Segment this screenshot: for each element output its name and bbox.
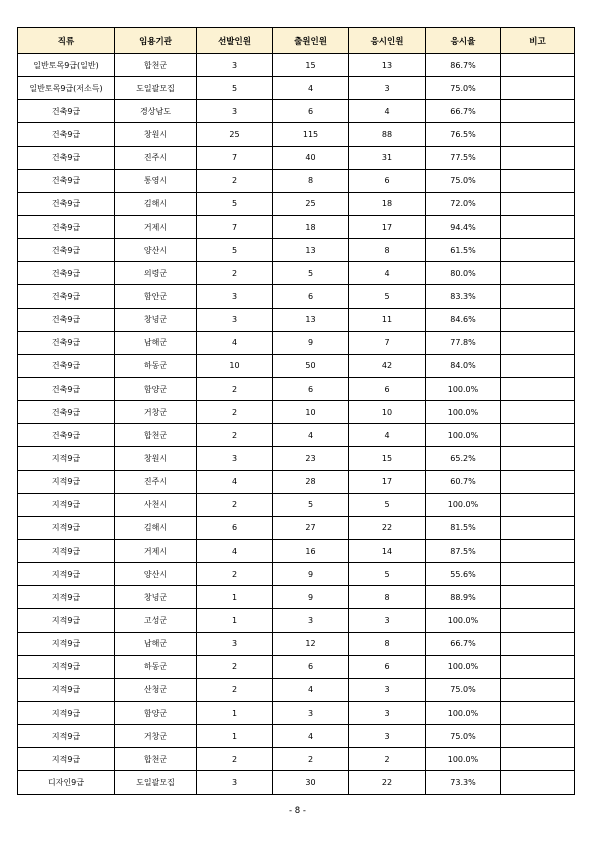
cell-applicants: 4: [273, 725, 349, 748]
cell-examinees: 3: [349, 678, 426, 701]
cell-remarks: [501, 516, 575, 539]
cell-rate: 66.7%: [426, 100, 501, 123]
cell-agency: 함양군: [115, 701, 197, 724]
cell-selected: 1: [197, 609, 273, 632]
cell-rate: 100.0%: [426, 655, 501, 678]
cell-job-series: 건축9급: [18, 308, 115, 331]
cell-applicants: 15: [273, 54, 349, 77]
cell-examinees: 17: [349, 215, 426, 238]
cell-agency: 합천군: [115, 748, 197, 771]
cell-rate: 75.0%: [426, 77, 501, 100]
cell-examinees: 18: [349, 192, 426, 215]
cell-selected: 5: [197, 192, 273, 215]
cell-applicants: 28: [273, 470, 349, 493]
cell-remarks: [501, 632, 575, 655]
cell-remarks: [501, 563, 575, 586]
cell-selected: 2: [197, 678, 273, 701]
table-row: [18, 308, 575, 331]
header-attendance-rate: 응시율: [426, 28, 501, 54]
cell-rate: 61.5%: [426, 239, 501, 262]
cell-remarks: [501, 54, 575, 77]
cell-rate: 83.3%: [426, 285, 501, 308]
header-appointing-agency: 임용기관: [115, 28, 197, 54]
cell-examinees: 31: [349, 146, 426, 169]
cell-selected: 3: [197, 100, 273, 123]
header-examinee-count: 응시인원: [349, 28, 426, 54]
cell-examinees: 22: [349, 516, 426, 539]
cell-examinees: 5: [349, 563, 426, 586]
cell-agency: 창원시: [115, 123, 197, 146]
cell-selected: 4: [197, 539, 273, 562]
cell-selected: 5: [197, 239, 273, 262]
cell-agency: 합천군: [115, 424, 197, 447]
cell-rate: 100.0%: [426, 493, 501, 516]
cell-remarks: [501, 447, 575, 470]
cell-rate: 94.4%: [426, 215, 501, 238]
cell-job-series: 건축9급: [18, 262, 115, 285]
header-applicant-count: 출원인원: [273, 28, 349, 54]
cell-agency: 거제시: [115, 539, 197, 562]
cell-agency: 사천시: [115, 493, 197, 516]
cell-remarks: [501, 354, 575, 377]
cell-examinees: 7: [349, 331, 426, 354]
cell-rate: 84.6%: [426, 308, 501, 331]
cell-job-series: 건축9급: [18, 239, 115, 262]
cell-selected: 1: [197, 586, 273, 609]
cell-rate: 100.0%: [426, 609, 501, 632]
cell-applicants: 9: [273, 586, 349, 609]
cell-applicants: 5: [273, 493, 349, 516]
cell-examinees: 3: [349, 77, 426, 100]
page-number: - 8 -: [289, 806, 306, 816]
cell-applicants: 10: [273, 401, 349, 424]
cell-selected: 3: [197, 54, 273, 77]
cell-rate: 87.5%: [426, 539, 501, 562]
cell-rate: 66.7%: [426, 632, 501, 655]
cell-selected: 1: [197, 701, 273, 724]
cell-remarks: [501, 239, 575, 262]
cell-job-series: 건축9급: [18, 192, 115, 215]
cell-remarks: [501, 123, 575, 146]
cell-remarks: [501, 609, 575, 632]
cell-rate: 100.0%: [426, 748, 501, 771]
table-row: [18, 539, 575, 562]
cell-rate: 100.0%: [426, 701, 501, 724]
cell-applicants: 4: [273, 424, 349, 447]
cell-examinees: 13: [349, 54, 426, 77]
cell-rate: 65.2%: [426, 447, 501, 470]
cell-remarks: [501, 401, 575, 424]
cell-examinees: 10: [349, 401, 426, 424]
cell-applicants: 16: [273, 539, 349, 562]
cell-agency: 거창군: [115, 725, 197, 748]
header-selected-count: 선발인원: [197, 28, 273, 54]
cell-job-series: 건축9급: [18, 424, 115, 447]
cell-rate: 72.0%: [426, 192, 501, 215]
cell-agency: 함안군: [115, 285, 197, 308]
cell-applicants: 9: [273, 563, 349, 586]
cell-rate: 100.0%: [426, 377, 501, 400]
cell-applicants: 6: [273, 655, 349, 678]
cell-agency: 의령군: [115, 262, 197, 285]
cell-agency: 진주시: [115, 470, 197, 493]
cell-selected: 2: [197, 748, 273, 771]
cell-remarks: [501, 748, 575, 771]
cell-selected: 3: [197, 447, 273, 470]
cell-selected: 25: [197, 123, 273, 146]
cell-job-series: 건축9급: [18, 169, 115, 192]
table-row: [18, 54, 575, 77]
table-row: [18, 470, 575, 493]
cell-applicants: 40: [273, 146, 349, 169]
cell-examinees: 3: [349, 725, 426, 748]
cell-rate: 76.5%: [426, 123, 501, 146]
cell-remarks: [501, 215, 575, 238]
cell-job-series: 건축9급: [18, 401, 115, 424]
cell-remarks: [501, 169, 575, 192]
table-row: [18, 169, 575, 192]
cell-applicants: 115: [273, 123, 349, 146]
cell-job-series: 건축9급: [18, 215, 115, 238]
cell-examinees: 2: [349, 748, 426, 771]
table-row: [18, 239, 575, 262]
table-row: [18, 748, 575, 771]
cell-agency: 경상남도: [115, 100, 197, 123]
cell-examinees: 8: [349, 239, 426, 262]
cell-rate: 81.5%: [426, 516, 501, 539]
cell-job-series: 지적9급: [18, 632, 115, 655]
cell-job-series: 지적9급: [18, 447, 115, 470]
cell-remarks: [501, 539, 575, 562]
cell-selected: 10: [197, 354, 273, 377]
table-row: [18, 285, 575, 308]
cell-agency: 김해시: [115, 516, 197, 539]
cell-remarks: [501, 285, 575, 308]
cell-job-series: 지적9급: [18, 516, 115, 539]
cell-selected: 1: [197, 725, 273, 748]
cell-agency: 합천군: [115, 54, 197, 77]
cell-remarks: [501, 493, 575, 516]
cell-examinees: 4: [349, 100, 426, 123]
header-job-series: 직류: [18, 28, 115, 54]
cell-agency: 김해시: [115, 192, 197, 215]
cell-agency: 함양군: [115, 377, 197, 400]
cell-job-series: 일반토목9급(저소득): [18, 77, 115, 100]
cell-remarks: [501, 331, 575, 354]
table-row: [18, 77, 575, 100]
cell-applicants: 8: [273, 169, 349, 192]
cell-applicants: 5: [273, 262, 349, 285]
cell-applicants: 3: [273, 609, 349, 632]
cell-remarks: [501, 77, 575, 100]
cell-rate: 55.6%: [426, 563, 501, 586]
cell-examinees: 6: [349, 169, 426, 192]
cell-remarks: [501, 655, 575, 678]
cell-agency: 도일괄모집: [115, 771, 197, 794]
cell-examinees: 11: [349, 308, 426, 331]
cell-applicants: 27: [273, 516, 349, 539]
cell-applicants: 6: [273, 285, 349, 308]
cell-agency: 거제시: [115, 215, 197, 238]
table-row: [18, 123, 575, 146]
cell-remarks: [501, 586, 575, 609]
cell-applicants: 23: [273, 447, 349, 470]
cell-applicants: 18: [273, 215, 349, 238]
cell-applicants: 9: [273, 331, 349, 354]
cell-applicants: 30: [273, 771, 349, 794]
cell-rate: 100.0%: [426, 424, 501, 447]
cell-job-series: 건축9급: [18, 123, 115, 146]
table-row: [18, 701, 575, 724]
cell-job-series: 건축9급: [18, 354, 115, 377]
table-row: [18, 609, 575, 632]
cell-selected: 3: [197, 285, 273, 308]
table-row: [18, 447, 575, 470]
cell-agency: 도일괄모집: [115, 77, 197, 100]
cell-selected: 4: [197, 331, 273, 354]
cell-examinees: 6: [349, 655, 426, 678]
cell-rate: 60.7%: [426, 470, 501, 493]
cell-remarks: [501, 424, 575, 447]
header-remarks: 비고: [501, 28, 575, 54]
cell-examinees: 42: [349, 354, 426, 377]
table-row: [18, 632, 575, 655]
table-row: [18, 725, 575, 748]
cell-rate: 77.5%: [426, 146, 501, 169]
cell-rate: 100.0%: [426, 401, 501, 424]
cell-selected: 6: [197, 516, 273, 539]
cell-selected: 7: [197, 146, 273, 169]
cell-examinees: 22: [349, 771, 426, 794]
cell-examinees: 5: [349, 285, 426, 308]
cell-examinees: 3: [349, 609, 426, 632]
cell-examinees: 3: [349, 701, 426, 724]
cell-job-series: 건축9급: [18, 100, 115, 123]
cell-job-series: 건축9급: [18, 331, 115, 354]
cell-remarks: [501, 192, 575, 215]
cell-examinees: 5: [349, 493, 426, 516]
cell-agency: 창녕군: [115, 308, 197, 331]
cell-examinees: 15: [349, 447, 426, 470]
cell-selected: 2: [197, 655, 273, 678]
cell-remarks: [501, 701, 575, 724]
table-row: [18, 215, 575, 238]
cell-agency: 남해군: [115, 331, 197, 354]
cell-applicants: 12: [273, 632, 349, 655]
cell-agency: 하동군: [115, 655, 197, 678]
cell-selected: 3: [197, 771, 273, 794]
cell-examinees: 6: [349, 377, 426, 400]
cell-applicants: 6: [273, 100, 349, 123]
cell-job-series: 지적9급: [18, 725, 115, 748]
cell-job-series: 지적9급: [18, 678, 115, 701]
table-row: [18, 377, 575, 400]
table-row: [18, 354, 575, 377]
cell-examinees: 4: [349, 424, 426, 447]
cell-remarks: [501, 470, 575, 493]
cell-remarks: [501, 308, 575, 331]
cell-remarks: [501, 146, 575, 169]
cell-agency: 창원시: [115, 447, 197, 470]
cell-job-series: 건축9급: [18, 285, 115, 308]
cell-selected: 2: [197, 493, 273, 516]
table-row: [18, 100, 575, 123]
cell-agency: 통영시: [115, 169, 197, 192]
cell-rate: 84.0%: [426, 354, 501, 377]
cell-remarks: [501, 771, 575, 794]
cell-applicants: 25: [273, 192, 349, 215]
table-row: [18, 493, 575, 516]
cell-applicants: 50: [273, 354, 349, 377]
cell-selected: 5: [197, 77, 273, 100]
cell-rate: 75.0%: [426, 725, 501, 748]
table-row: [18, 401, 575, 424]
cell-agency: 창녕군: [115, 586, 197, 609]
cell-selected: 2: [197, 377, 273, 400]
cell-applicants: 2: [273, 748, 349, 771]
cell-agency: 하동군: [115, 354, 197, 377]
cell-job-series: 건축9급: [18, 377, 115, 400]
cell-job-series: 지적9급: [18, 609, 115, 632]
cell-job-series: 지적9급: [18, 748, 115, 771]
cell-examinees: 4: [349, 262, 426, 285]
cell-selected: 4: [197, 470, 273, 493]
table-row: [18, 655, 575, 678]
cell-job-series: 지적9급: [18, 655, 115, 678]
cell-rate: 80.0%: [426, 262, 501, 285]
cell-selected: 2: [197, 563, 273, 586]
cell-job-series: 지적9급: [18, 539, 115, 562]
table-row: [18, 678, 575, 701]
cell-rate: 73.3%: [426, 771, 501, 794]
cell-remarks: [501, 377, 575, 400]
cell-rate: 77.8%: [426, 331, 501, 354]
cell-selected: 2: [197, 169, 273, 192]
cell-agency: 거창군: [115, 401, 197, 424]
cell-agency: 남해군: [115, 632, 197, 655]
cell-rate: 75.0%: [426, 678, 501, 701]
cell-job-series: 지적9급: [18, 701, 115, 724]
table-row: [18, 424, 575, 447]
cell-applicants: 3: [273, 701, 349, 724]
cell-remarks: [501, 262, 575, 285]
cell-agency: 진주시: [115, 146, 197, 169]
cell-rate: 75.0%: [426, 169, 501, 192]
cell-applicants: 13: [273, 239, 349, 262]
cell-agency: 산청군: [115, 678, 197, 701]
cell-job-series: 디자인9급: [18, 771, 115, 794]
cell-job-series: 지적9급: [18, 563, 115, 586]
cell-rate: 88.9%: [426, 586, 501, 609]
cell-selected: 2: [197, 262, 273, 285]
table-row: [18, 146, 575, 169]
cell-agency: 양산시: [115, 563, 197, 586]
cell-examinees: 88: [349, 123, 426, 146]
cell-selected: 3: [197, 632, 273, 655]
table-row: [18, 563, 575, 586]
cell-applicants: 13: [273, 308, 349, 331]
table-row: [18, 586, 575, 609]
cell-examinees: 14: [349, 539, 426, 562]
table-row: [18, 192, 575, 215]
table-header-row: [18, 28, 575, 54]
cell-job-series: 지적9급: [18, 586, 115, 609]
cell-applicants: 4: [273, 77, 349, 100]
cell-agency: 양산시: [115, 239, 197, 262]
cell-remarks: [501, 100, 575, 123]
cell-selected: 2: [197, 401, 273, 424]
cell-job-series: 지적9급: [18, 470, 115, 493]
cell-examinees: 8: [349, 586, 426, 609]
cell-rate: 86.7%: [426, 54, 501, 77]
cell-remarks: [501, 678, 575, 701]
table-row: [18, 771, 575, 794]
cell-examinees: 17: [349, 470, 426, 493]
cell-selected: 3: [197, 308, 273, 331]
cell-job-series: 건축9급: [18, 146, 115, 169]
cell-selected: 2: [197, 424, 273, 447]
cell-applicants: 4: [273, 678, 349, 701]
recruitment-table: [17, 27, 575, 795]
table-body: [18, 54, 575, 795]
cell-selected: 7: [197, 215, 273, 238]
cell-job-series: 일반토목9급(일반): [18, 54, 115, 77]
cell-remarks: [501, 725, 575, 748]
table-row: [18, 516, 575, 539]
cell-examinees: 8: [349, 632, 426, 655]
cell-job-series: 지적9급: [18, 493, 115, 516]
table-row: [18, 262, 575, 285]
cell-applicants: 6: [273, 377, 349, 400]
table-row: [18, 331, 575, 354]
cell-agency: 고성군: [115, 609, 197, 632]
